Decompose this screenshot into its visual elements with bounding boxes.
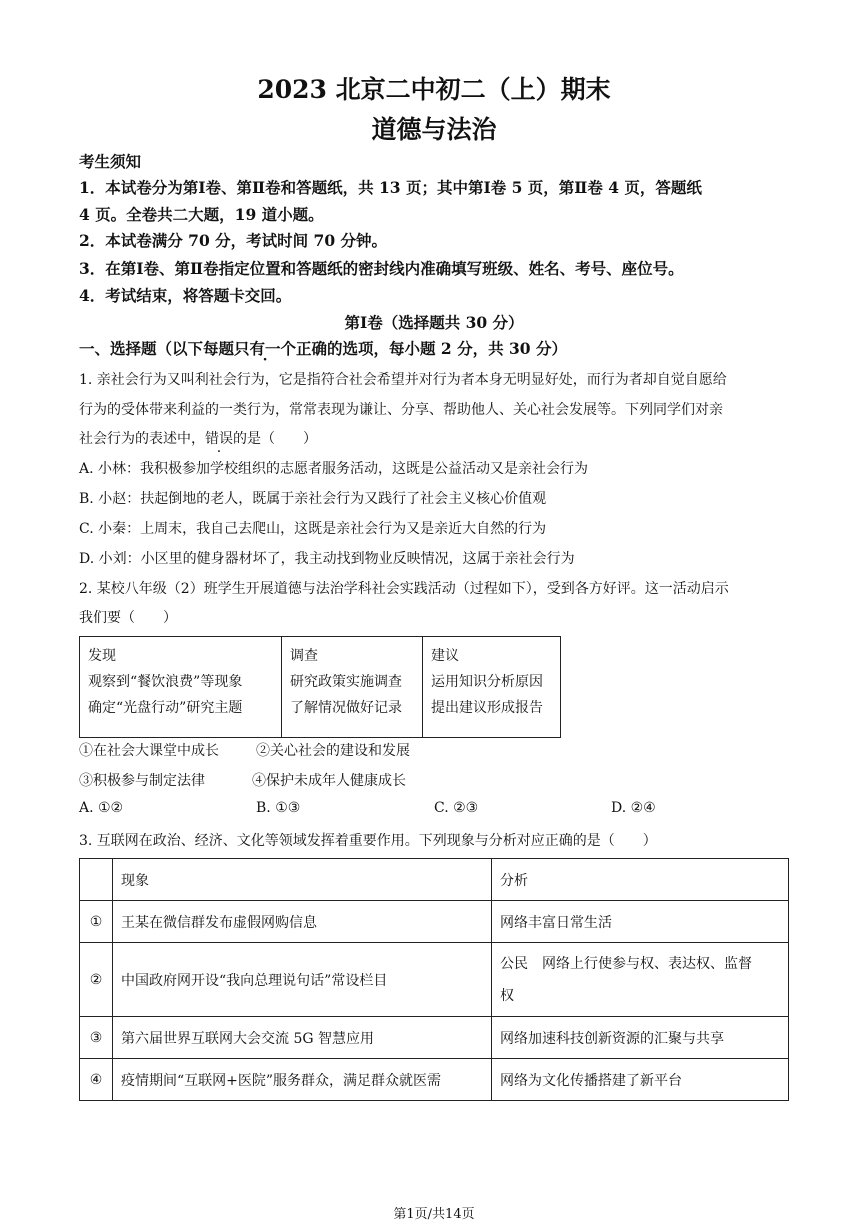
q3-table: [79, 858, 789, 1101]
q3-row-3: [80, 1017, 789, 1059]
q1-option-d: D. 小刘：小区里的健身器材坏了，我主动找到物业反映情况，这属于亲社会行为: [79, 551, 575, 567]
q3-row-3-phenomenon: 第六届世界互联网大会交流 5G 智慧应用: [113, 1017, 492, 1059]
q2-cell-survey: [282, 637, 423, 738]
q2-option-b: B. ①③: [256, 800, 301, 816]
q2-item-2: ②关心社会的建设和发展: [256, 743, 410, 759]
q3-row-4-analysis: 网络为文化传播搭建了新平台: [492, 1059, 789, 1101]
q3-stem: 3. 互联网在政治、经济、文化等领域发挥着重要作用。下列现象与分析对应正确的是（ ）: [79, 833, 657, 849]
section-title: 第Ⅰ卷（选择题共 30 分）: [344, 313, 524, 332]
q2-cell-suggest-line-1: 运用知识分析原因: [431, 674, 543, 690]
q1-option-b: B. 小赵：扶起倒地的老人，既属于亲社会行为又践行了社会主义核心价值观: [79, 491, 547, 507]
q3-row-1-phenomenon: 王某在微信群发布虚假网购信息: [113, 901, 492, 943]
q1-line-3-pre: 社会行为的表述中，: [79, 431, 205, 447]
q2-option-c: C. ②③: [434, 800, 479, 816]
q2-item-3: ③积极参与制定法律: [79, 773, 205, 789]
q2-item-1: ①在社会大课堂中成长: [79, 743, 219, 759]
q2-cell-suggest-line-2: 提出建议形成报告: [431, 700, 543, 716]
q3-row-4-num: ④: [80, 1059, 113, 1101]
q3-row-1: [80, 901, 789, 943]
q2-cell-suggest: [423, 637, 561, 738]
notice-line-4: 3．在第Ⅰ卷、第Ⅱ卷指定位置和答题纸的密封线内准确填写班级、姓名、考号、座位号。: [79, 259, 684, 278]
q3-row-2-analysis-line-2: 权: [500, 987, 514, 1004]
q2-cell-discover-line-2: 确定“光盘行动”研究主题: [88, 700, 243, 716]
notice-heading: 考生须知: [79, 152, 142, 171]
q2-cell-survey-line-1: 研究政策实施调查: [290, 674, 402, 690]
q1-line-2: 行为的受体带来利益的一类行为，常常表现为谦让、分享、帮助他人、关心社会发展等。下列同学们对亲: [79, 402, 723, 418]
q1-line-1: 1. 亲社会行为又叫利社会行为，它是指符合社会希望并对行为者本身无明显好处，而行为者却自觉自愿给: [79, 372, 727, 388]
q1-emphasis: 错误: [205, 431, 233, 447]
q2-item-4: ④保护未成年人健康成长: [252, 773, 406, 789]
notice-line-1: 1．本试卷分为第Ⅰ卷、第Ⅱ卷和答题纸，共 13 页；其中第Ⅰ卷 5 页，第Ⅱ卷 4 页，答题纸: [79, 178, 702, 197]
q1-option-a: A. 小林：我积极参加学校组织的志愿者服务活动，这既是公益活动又是亲社会行为: [79, 461, 589, 477]
q3-header-analysis: 分析: [492, 859, 789, 901]
q3-row-3-analysis: 网络加速科技创新资源的汇聚与共享: [492, 1017, 789, 1059]
q3-header-num: [80, 859, 113, 901]
q3-row-2-analysis: [492, 943, 789, 1017]
section-heading-pre: 一、选择题（以下每题: [79, 339, 235, 358]
q3-row-3-num: ③: [80, 1017, 113, 1059]
q3-row-2-analysis-line-1: 公民 网络上行使参与权、表达权、监督: [500, 955, 752, 972]
q2-cell-discover-head: 发现: [88, 648, 116, 664]
q1-line-3-post: 的是（ ）: [233, 431, 317, 447]
notice-line-3: 2．本试卷满分 70 分，考试时间 70 分钟。: [79, 231, 388, 250]
q2-line-1: 2. 某校八年级（2）班学生开展道德与法治学科社会实践活动（过程如下），受到各方好评。这一活动启示: [79, 581, 729, 597]
section-heading-emphasis: 只有一个: [234, 339, 297, 358]
q2-option-a: A. ①②: [79, 800, 124, 816]
q3-row-4-phenomenon: 疫情期间“互联网+医院”服务群众，满足群众就医需: [113, 1059, 492, 1101]
q2-cell-survey-line-2: 了解情况做好记录: [290, 700, 402, 716]
section-heading-post: 正确的选项，每小题 2 分，共 30 分）: [296, 339, 567, 358]
notice-line-2: 4 页。全卷共二大题，19 道小题。: [79, 205, 324, 224]
q3-row-2-phenomenon: 中国政府网开设“我向总理说句话”常设栏目: [113, 943, 492, 1017]
q1-line-3: [79, 428, 317, 448]
q2-cell-suggest-head: 建议: [431, 648, 459, 664]
q2-cell-survey-head: 调查: [290, 648, 318, 664]
q2-cell-discover-line-1: 观察到“餐饮浪费”等现象: [88, 674, 243, 690]
q3-header-row: [80, 859, 789, 901]
q3-header-phenomenon: 现象: [113, 859, 492, 901]
q2-cell-discover: [80, 637, 282, 738]
q2-line-2: 我们要（ ）: [79, 610, 177, 626]
subject-title: 道德与法治: [371, 115, 497, 144]
q3-row-4: [80, 1059, 789, 1101]
section-heading: [79, 337, 567, 359]
q3-row-2-num: ②: [80, 943, 113, 1017]
q3-row-1-analysis: 网络丰富日常生活: [492, 901, 789, 943]
page-number: 第1页/共14页: [393, 1207, 475, 1222]
q1-option-c: C. 小秦：上周末，我自己去爬山，这既是亲社会行为又是亲近大自然的行为: [79, 521, 547, 537]
q3-row-2: [80, 943, 789, 1017]
q2-activity-table: [79, 636, 561, 738]
exam-title: 2023 北京二中初二（上）期末: [257, 75, 611, 104]
notice-line-5: 4．考试结束，将答题卡交回。: [79, 286, 292, 305]
q2-option-d: D. ②④: [611, 800, 656, 816]
q3-row-1-num: ①: [80, 901, 113, 943]
